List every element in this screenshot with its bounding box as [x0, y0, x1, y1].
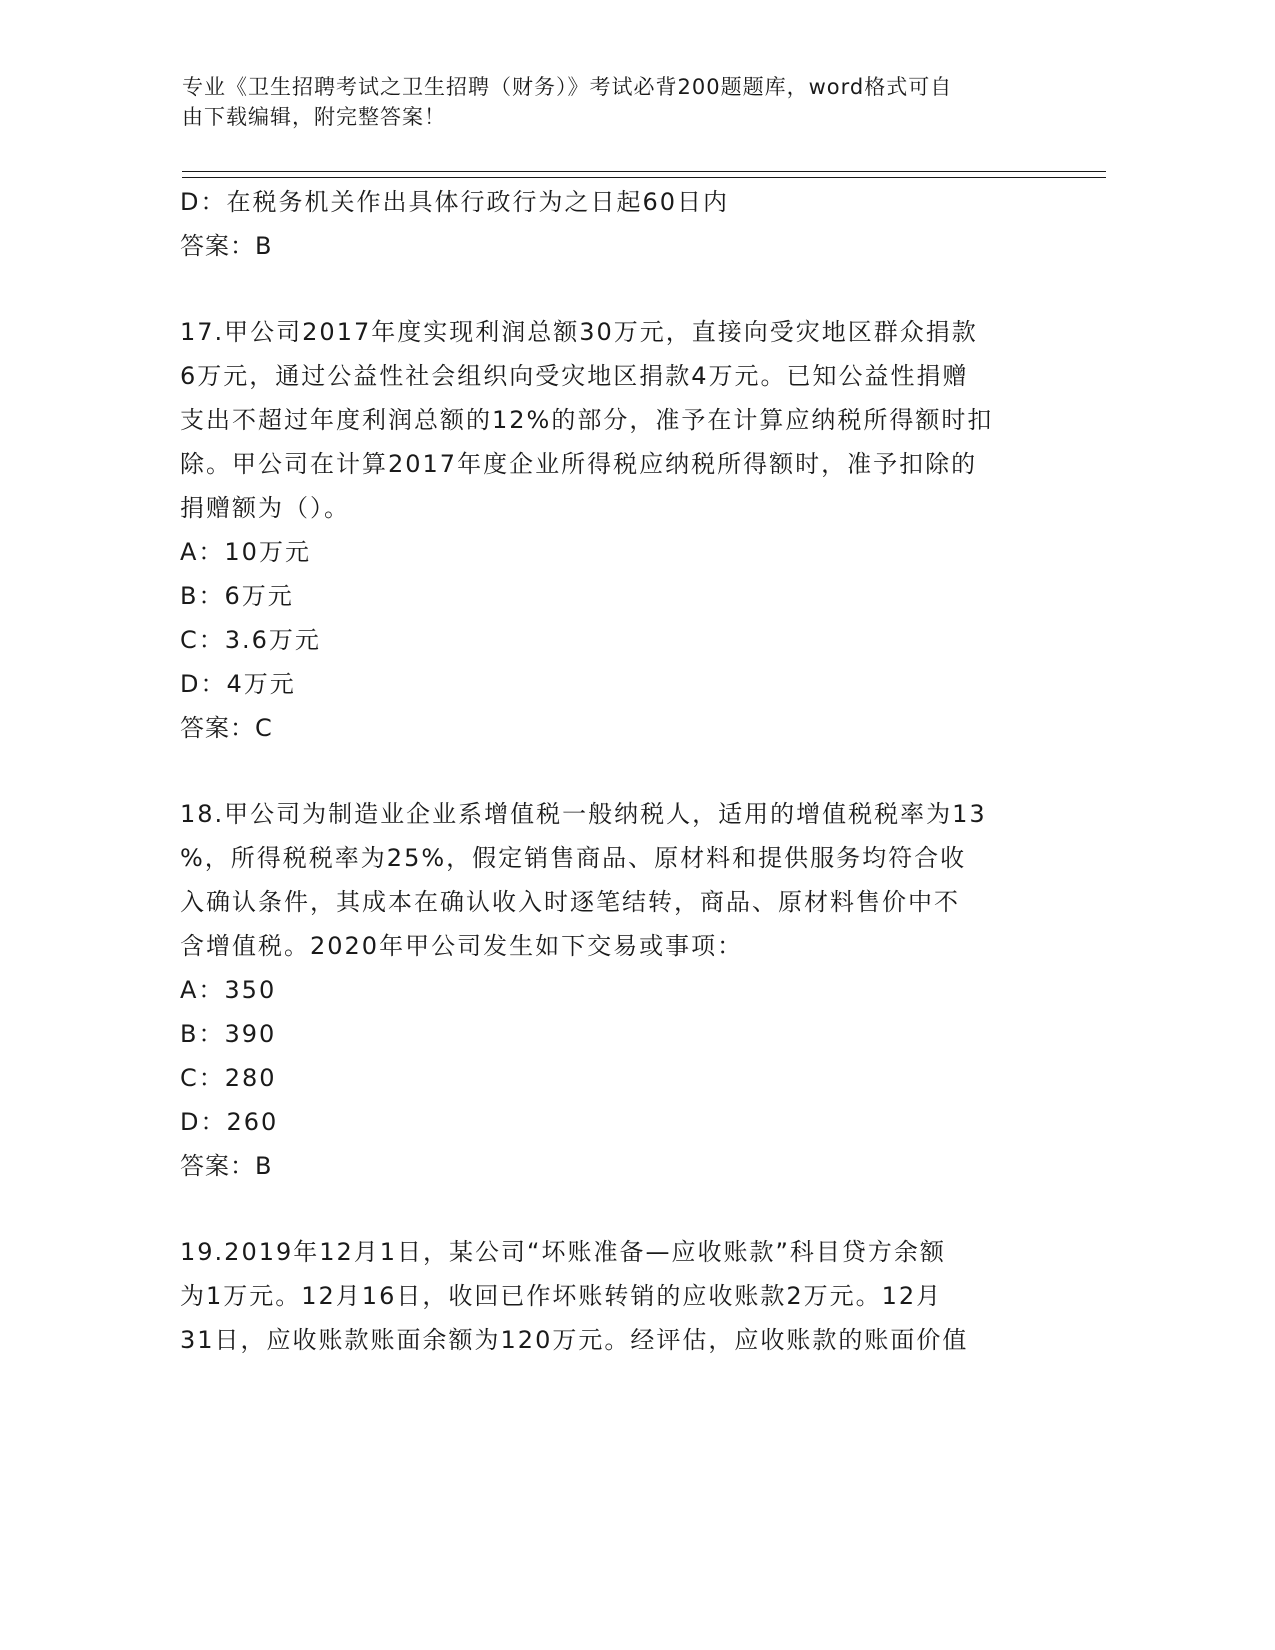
option-line: B：390: [180, 1020, 277, 1048]
answer-line: 答案：C: [180, 714, 273, 742]
question-line: 17.甲公司2017年度实现利润总额30万元，直接向受灾地区群众捐款: [180, 318, 978, 346]
header-rule-bottom: [182, 177, 1106, 178]
answer-line: 答案：B: [180, 232, 273, 260]
question-line: 捐赠额为（）。: [180, 494, 350, 522]
question-line: 6万元，通过公益性社会组织向受灾地区捐款4万元。已知公益性捐赠: [180, 362, 969, 390]
question-line: 19.2019年12月1日，某公司“坏账准备—应收账款”科目贷方余额: [180, 1238, 946, 1266]
option-line: B：6万元: [180, 582, 294, 610]
option-line: A：350: [180, 976, 277, 1004]
question-line: 支出不超过年度利润总额的12%的部分，准予在计算应纳税所得额时扣: [180, 406, 994, 434]
option-line: D：260: [180, 1108, 279, 1136]
question-line: 18.甲公司为制造业企业系增值税一般纳税人，适用的增值税税率为13: [180, 800, 987, 828]
option-line: C：3.6万元: [180, 626, 321, 654]
answer-line: 答案：B: [180, 1152, 273, 1180]
question-line: 为1万元。12月16日，收回已作坏账转销的应收账款2万元。12月: [180, 1282, 943, 1310]
question-line: %，所得税税率为25%，假定销售商品、原材料和提供服务均符合收: [180, 844, 967, 872]
paragraph-gap: [180, 750, 1050, 792]
question-line: 31日，应收账款账面余额为120万元。经评估，应收账款的账面价值: [180, 1326, 969, 1354]
option-line: D：在税务机关作出具体行政行为之日起60日内: [180, 188, 730, 216]
page-header: 专业《卫生招聘考试之卫生招聘（财务）》考试必背200题题库，word格式可自 由下载编辑，附完整答案！: [182, 75, 953, 129]
question-line: 除。甲公司在计算2017年度企业所得税应纳税所得额时，准予扣除的: [180, 450, 978, 478]
paragraph-gap: [180, 1188, 1050, 1230]
question-line: 含增值税。2020年甲公司发生如下交易或事项：: [180, 932, 744, 960]
question-line: 入确认条件，其成本在确认收入时逐笔结转，商品、原材料售价中不: [180, 888, 960, 916]
question-list: [180, 180, 1050, 1362]
option-line: D：4万元: [180, 670, 296, 698]
option-line: A：10万元: [180, 538, 311, 566]
header-rule-top: [182, 171, 1106, 172]
paragraph-gap: [180, 268, 1050, 310]
option-line: C：280: [180, 1064, 277, 1092]
